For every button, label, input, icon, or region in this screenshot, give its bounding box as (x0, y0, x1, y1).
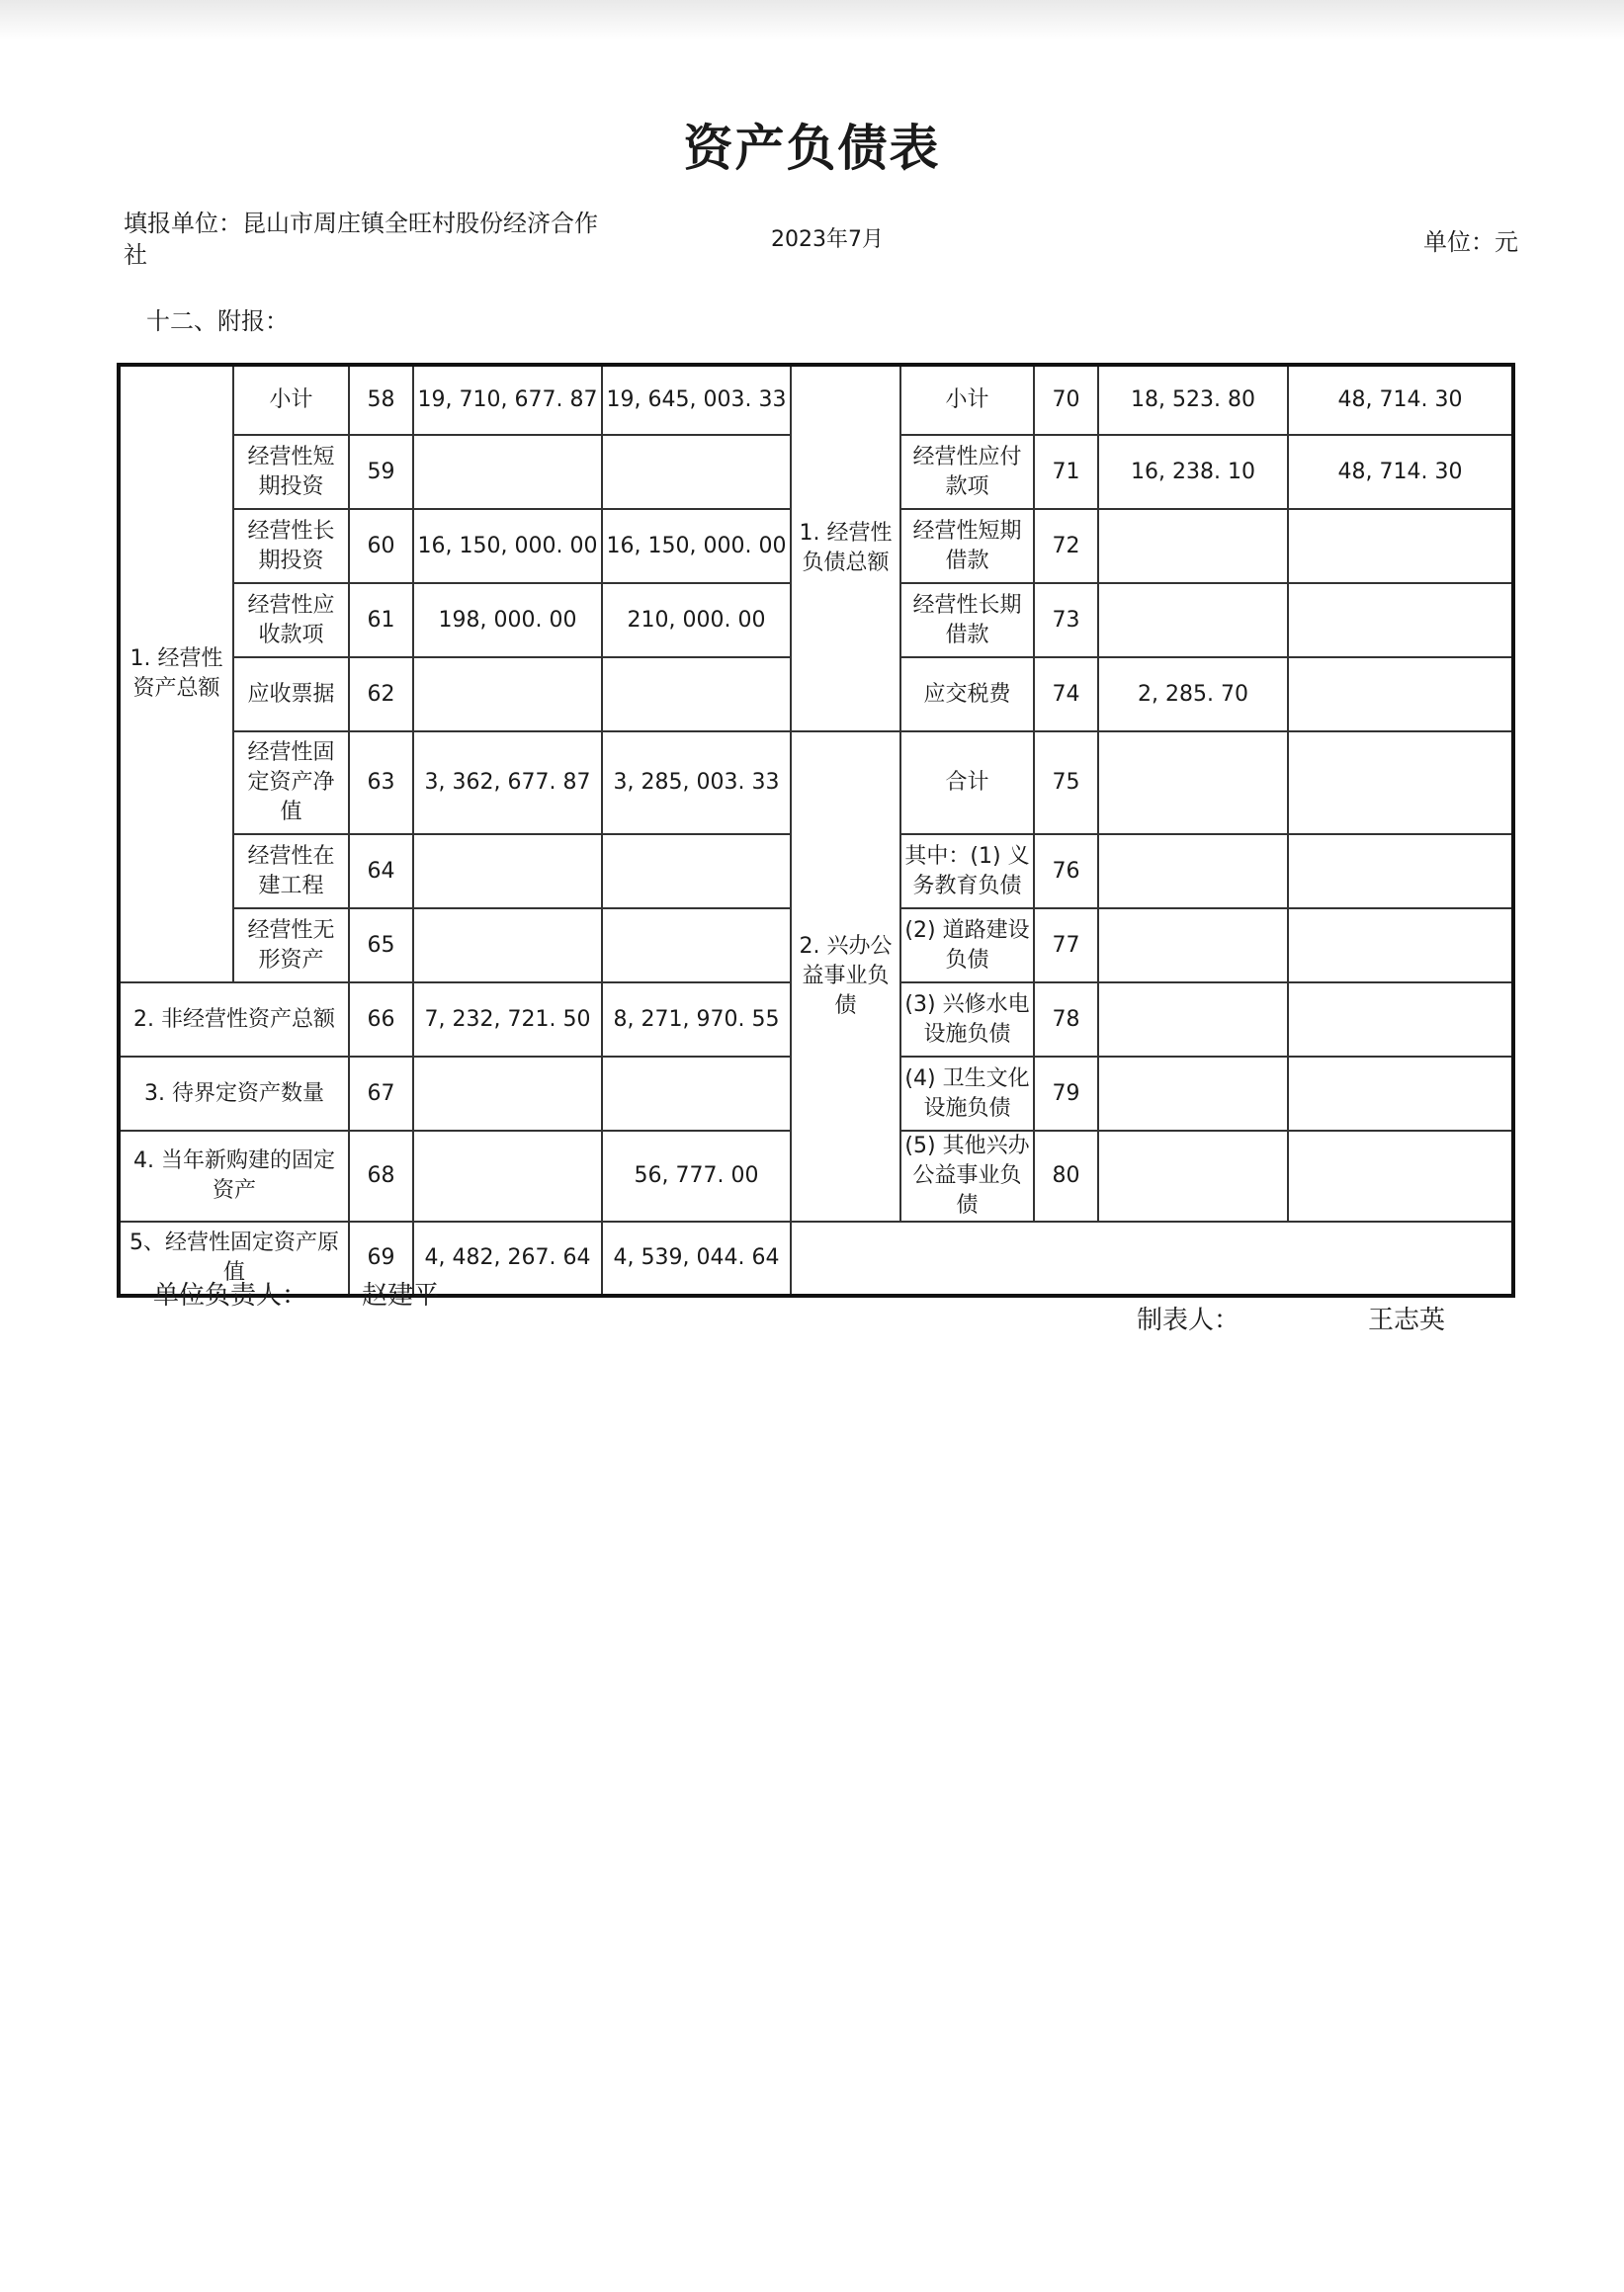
value-cell (1098, 982, 1288, 1057)
value-cell (1098, 1057, 1288, 1131)
row-number: 60 (349, 509, 413, 583)
preparer-label: 制表人： (1137, 1306, 1240, 1335)
value-cell: 2, 285. 70 (1098, 657, 1288, 731)
row-number: 70 (1034, 365, 1098, 435)
value-cell (602, 657, 791, 731)
currency-unit: 单位：元 (1423, 228, 1518, 256)
value-cell (1288, 1131, 1513, 1222)
row-number: 76 (1034, 834, 1098, 908)
table-row (119, 731, 1513, 834)
reporting-unit: 填报单位：昆山市周庄镇全旺村股份经济合作社 (124, 210, 598, 269)
value-cell (1288, 583, 1513, 657)
value-cell (1098, 509, 1288, 583)
value-cell: 4, 539, 044. 64 (602, 1222, 791, 1296)
value-cell: 16, 150, 000. 00 (413, 509, 602, 583)
row-number: 75 (1034, 731, 1098, 834)
row-label: 5、经营性固定资产原值 (119, 1222, 349, 1296)
row-number: 58 (349, 365, 413, 435)
row-label: 经营性长期投资 (233, 509, 349, 583)
row-label: 2. 非经营性资产总额 (119, 982, 349, 1057)
value-cell: 210, 000. 00 (602, 583, 791, 657)
value-cell (413, 435, 602, 509)
row-number: 63 (349, 731, 413, 834)
report-period: 2023年7月 (771, 227, 884, 252)
balance-sheet-table (117, 363, 1515, 1298)
row-number: 79 (1034, 1057, 1098, 1131)
value-cell: 19, 710, 677. 87 (413, 365, 602, 435)
liability-group-label: 1. 经营性负债总额 (791, 365, 900, 731)
row-number: 72 (1034, 509, 1098, 583)
value-cell: 4, 482, 267. 64 (413, 1222, 602, 1296)
value-cell: 48, 714. 30 (1288, 365, 1513, 435)
value-cell (413, 657, 602, 731)
row-number: 71 (1034, 435, 1098, 509)
value-cell (1288, 982, 1513, 1057)
value-cell (602, 1057, 791, 1131)
row-number: 65 (349, 908, 413, 982)
row-number: 69 (349, 1222, 413, 1296)
value-cell (1288, 657, 1513, 731)
row-label: 经营性在建工程 (233, 834, 349, 908)
value-cell: 198, 000. 00 (413, 583, 602, 657)
value-cell (1098, 834, 1288, 908)
row-number: 77 (1034, 908, 1098, 982)
value-cell (413, 908, 602, 982)
row-label: 经营性应付款项 (900, 435, 1034, 509)
value-cell: 18, 523. 80 (1098, 365, 1288, 435)
value-cell: 56, 777. 00 (602, 1131, 791, 1222)
row-label: 其中：(1) 义务教育负债 (900, 834, 1034, 908)
empty-cell (791, 1222, 1513, 1296)
value-cell (413, 1131, 602, 1222)
preparer-signature (1137, 1300, 1445, 1336)
row-label: 合计 (900, 731, 1034, 834)
row-label: (2) 道路建设负债 (900, 908, 1034, 982)
row-label: 4. 当年新购建的固定资产 (119, 1131, 349, 1222)
value-cell (1288, 908, 1513, 982)
value-cell (1098, 908, 1288, 982)
row-label: (4) 卫生文化设施负债 (900, 1057, 1034, 1131)
scan-edge-shadow (0, 0, 1624, 40)
value-cell: 16, 150, 000. 00 (602, 509, 791, 583)
row-number: 74 (1034, 657, 1098, 731)
value-cell (1288, 1057, 1513, 1131)
unit-head-signature (153, 1275, 439, 1312)
row-number: 59 (349, 435, 413, 509)
row-label: 小计 (900, 365, 1034, 435)
row-number: 73 (1034, 583, 1098, 657)
value-cell (1288, 731, 1513, 834)
row-label: 小计 (233, 365, 349, 435)
value-cell (413, 834, 602, 908)
value-cell (602, 908, 791, 982)
row-label: 经营性无形资产 (233, 908, 349, 982)
value-cell: 8, 271, 970. 55 (602, 982, 791, 1057)
value-cell: 7, 232, 721. 50 (413, 982, 602, 1057)
value-cell: 48, 714. 30 (1288, 435, 1513, 509)
unit-head-label: 单位负责人： (153, 1281, 308, 1311)
preparer-name: 王志英 (1368, 1306, 1446, 1335)
row-label: 经营性短期借款 (900, 509, 1034, 583)
value-cell (602, 435, 791, 509)
row-number: 67 (349, 1057, 413, 1131)
value-cell (602, 834, 791, 908)
row-label: 应收票据 (233, 657, 349, 731)
row-number: 66 (349, 982, 413, 1057)
value-cell (413, 1057, 602, 1131)
value-cell (1098, 583, 1288, 657)
value-cell: 3, 285, 003. 33 (602, 731, 791, 834)
asset-group-label: 1. 经营性资产总额 (119, 365, 233, 982)
row-number: 68 (349, 1131, 413, 1222)
row-number: 61 (349, 583, 413, 657)
value-cell (1288, 509, 1513, 583)
row-label: 应交税费 (900, 657, 1034, 731)
value-cell: 3, 362, 677. 87 (413, 731, 602, 834)
row-label: 经营性固定资产净值 (233, 731, 349, 834)
value-cell: 16, 238. 10 (1098, 435, 1288, 509)
row-label: 经营性短期投资 (233, 435, 349, 509)
section-heading: 十二、附报： (146, 307, 289, 335)
row-number: 64 (349, 834, 413, 908)
value-cell (1098, 731, 1288, 834)
table-row (119, 365, 1513, 435)
value-cell: 19, 645, 003. 33 (602, 365, 791, 435)
unit-head-name: 赵建平 (362, 1281, 440, 1311)
row-label: 3. 待界定资产数量 (119, 1057, 349, 1131)
value-cell (1288, 834, 1513, 908)
row-label: (3) 兴修水电设施负债 (900, 982, 1034, 1057)
row-number: 62 (349, 657, 413, 731)
row-label: 经营性应收款项 (233, 583, 349, 657)
liability-group-label: 2. 兴办公益事业负债 (791, 731, 900, 1222)
value-cell (1098, 1131, 1288, 1222)
page-title: 资产负债表 (683, 120, 941, 177)
row-label: 经营性长期借款 (900, 583, 1034, 657)
row-number: 78 (1034, 982, 1098, 1057)
row-label: (5) 其他兴办公益事业负债 (900, 1131, 1034, 1222)
row-number: 80 (1034, 1131, 1098, 1222)
